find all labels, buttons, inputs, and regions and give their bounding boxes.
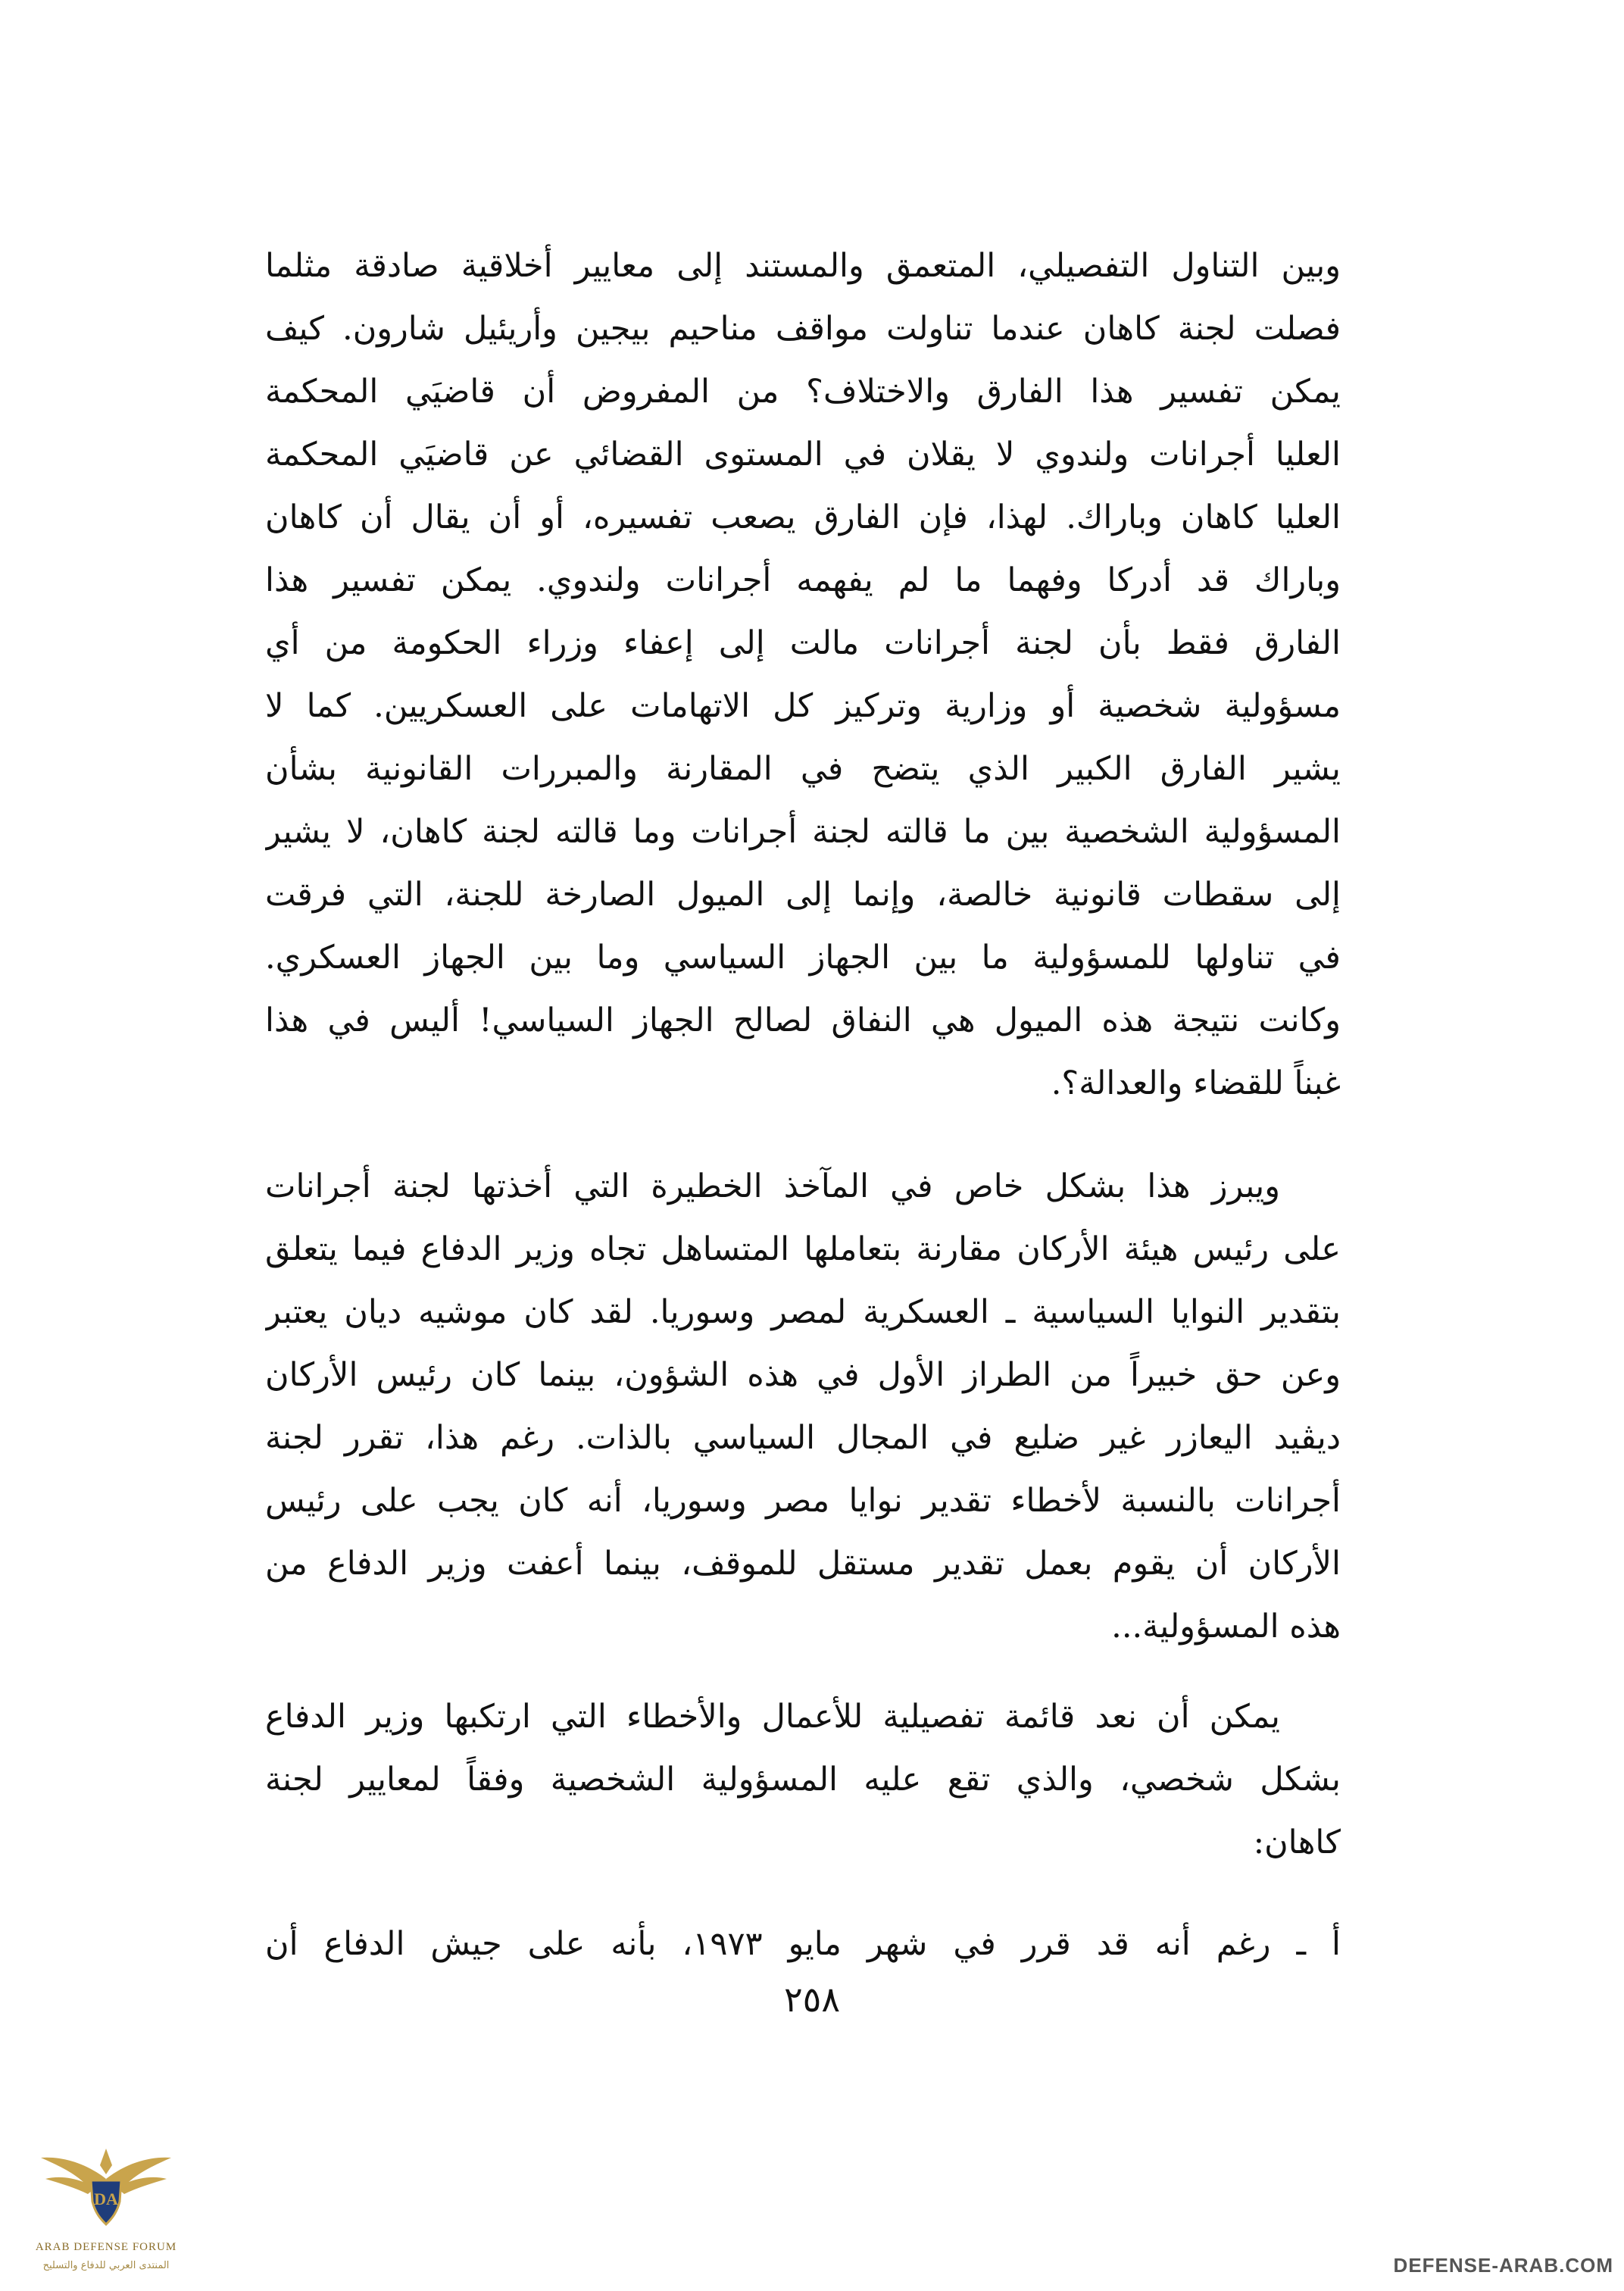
text-line: ديڤيد اليعازر غير ضليع في المجال السياسي بالذات. رغم هذا، تقرر لجنة <box>265 1419 1341 1457</box>
forum-logo <box>15 2135 197 2286</box>
text-line: في تناولها للمسؤولية ما بين الجهاز السياسي وما بين الجهاز العسكري. <box>265 939 1341 977</box>
text-line: العليا كاهان وباراك. لهذا، فإن الفارق يصعب تفسيره، أو أن يقال أن كاهان <box>265 499 1341 536</box>
text-line: المسؤولية الشخصية بين ما قالته لجنة أجرانات وما قالته لجنة كاهان، لا يشير <box>265 813 1341 851</box>
text-line: يمكن تفسير هذا الفارق والاختلاف؟ من المفروض أن قاضيَي المحكمة <box>265 373 1341 411</box>
text-line: يمكن أن نعد قائمة تفصيلية للأعمال والأخطاء التي ارتكبها وزير الدفاع <box>265 1698 1280 1736</box>
text-line: وعن حق خبيراً من الطراز الأول في هذه الشؤون، بينما كان رئيس الأركان <box>265 1356 1341 1394</box>
text-line: ويبرز هذا بشكل خاص في المآخذ الخطيرة التي أخذتها لجنة أجرانات <box>265 1167 1280 1205</box>
text-line: إلى سقطات قانونية خالصة، وإنما إلى الميول الصارخة للجنة، التي فرقت <box>265 876 1341 914</box>
text-line: أجرانات بالنسبة لأخطاء تقدير نوايا مصر وسوريا، أنه كان يجب على رئيس <box>265 1482 1341 1520</box>
text-line: بتقدير النوايا السياسية ـ العسكرية لمصر وسوريا. لقد كان موشيه ديان يعتبر <box>265 1293 1341 1331</box>
text-line: وكانت نتيجة هذه الميول هي النفاق لصالح الجهاز السياسي! أليس في هذا <box>265 1002 1341 1039</box>
paragraph-2 <box>265 1155 1341 1658</box>
text-line: العليا أجرانات ولندوي لا يقلان في المستوى القضائي عن قاضيَي المحكمة <box>265 436 1341 474</box>
text-line: وبين التناول التفصيلي، المتعمق والمستند إلى معايير أخلاقية صادقة مثلما <box>265 247 1341 285</box>
text-line: مسؤولية شخصية أو وزارية وتركيز كل الاتهامات على العسكريين. كما لا <box>265 687 1341 725</box>
paragraph-3 <box>265 1686 1341 1874</box>
text-line: وباراك قد أدركا وفهما ما لم يفهمه أجرانات ولندوي. يمكن تفسير هذا <box>265 561 1341 599</box>
text-line: غبناً للقضاء والعدالة؟. <box>1051 1064 1341 1102</box>
winged-emblem-icon <box>38 2135 174 2233</box>
text-line: يشير الفارق الكبير الذي يتضح في المقارنة والمبررات القانونية بشأن <box>265 750 1341 788</box>
logo-title: ARAB DEFENSE FORUM <box>35 2241 177 2253</box>
page-number: ٢٥٨ <box>783 1979 841 2020</box>
text-line: هذه المسؤولية... <box>1111 1608 1341 1646</box>
paragraph-4 <box>265 1913 1341 1976</box>
logo-subtitle: المنتدى العربي للدفاع والتسليح <box>42 2260 170 2271</box>
text-line: الأركان أن يقوم بعمل تقدير مستقل للموقف، بينما أعفت وزير الدفاع من <box>265 1545 1341 1583</box>
text-line: على رئيس هيئة الأركان مقارنة بتعاملها المتساهل تجاه وزير الدفاع فيما يتعلق <box>265 1230 1341 1268</box>
list-item-a: أ ـ رغم أنه قد قرر في شهر مايو ١٩٧٣، بأنه على جيش الدفاع أن <box>265 1925 1341 1963</box>
text-line: الفارق فقط بأن لجنة أجرانات مالت إلى إعفاء وزراء الحكومة من أي <box>265 624 1341 662</box>
logo-initials: DA <box>94 2189 118 2208</box>
text-line: فصلت لجنة كاهان عندما تناولت مواقف مناحيم بيجين وأريئيل شارون. كيف <box>265 310 1341 348</box>
text-line: بشكل شخصي، والذي تقع عليه المسؤولية الشخصية وفقاً لمعايير لجنة <box>265 1761 1341 1799</box>
site-watermark: DEFENSE-ARAB.COM <box>1393 2254 1613 2277</box>
text-line: كاهان: <box>1253 1824 1341 1861</box>
paragraph-1 <box>265 235 1341 1115</box>
